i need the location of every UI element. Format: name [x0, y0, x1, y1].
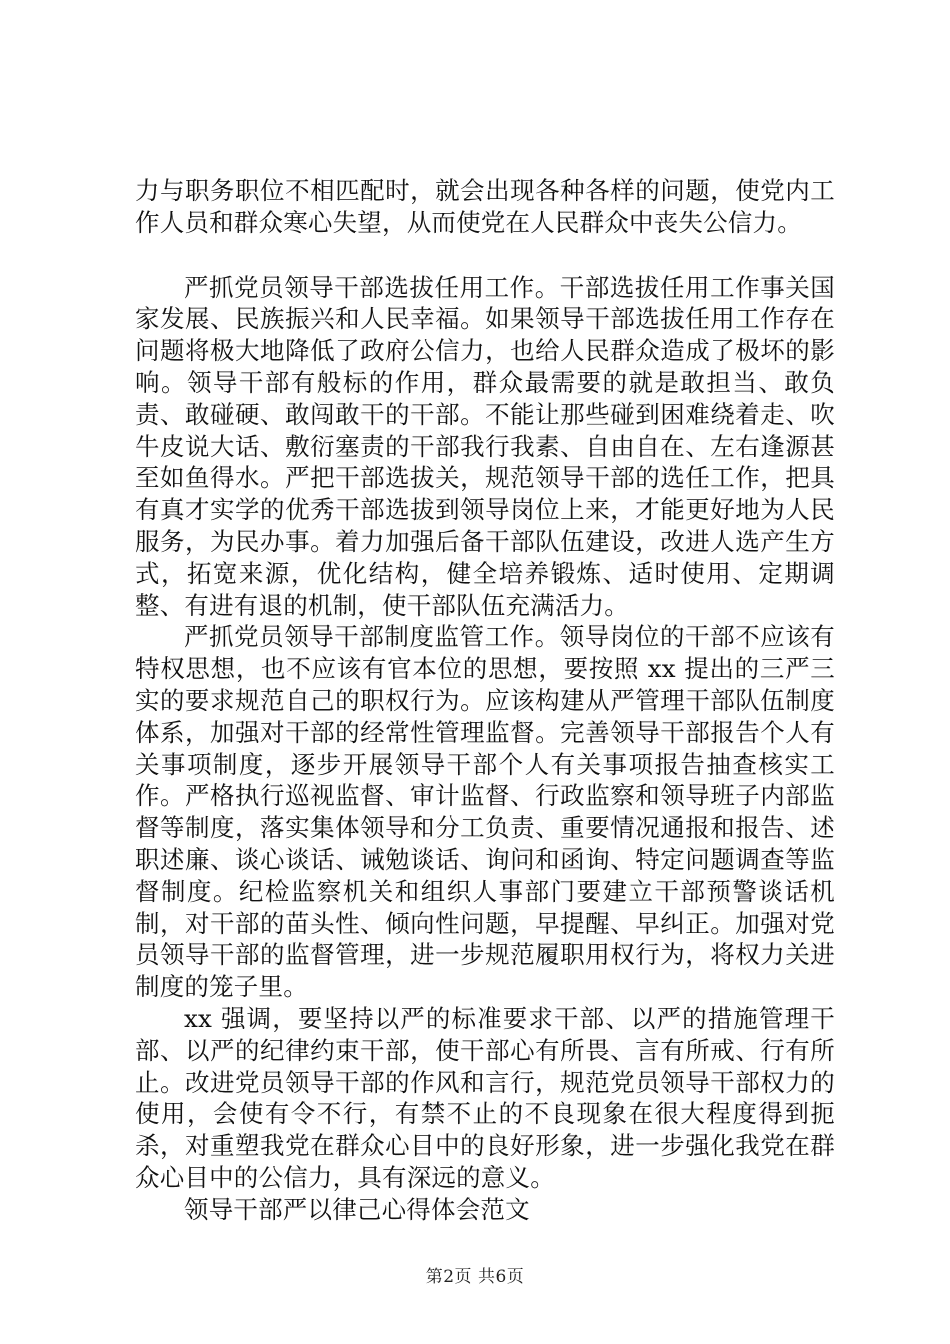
paragraph-continuation: 力与职务职位不相匹配时，就会出现各种各样的问题，使党内工作人员和群众寒心失望，从而使党在人民群众中丧失公信力。 — [135, 176, 835, 237]
page-number-footer: 第2页 共6页 — [425, 1267, 525, 1287]
paragraph-strict-standards: xx 强调，要坚持以严的标准要求干部、以严的措施管理干部、以严的纪律约束干部，使干部心有所畏、言有所戒、行有所止。改进党员领导干部的作风和言行，规范党员领导干部权力的使用，会使有令不行，有禁不止的不良现象在很大程度得到扼杀，对重塑我党在群众心目中的良好形象，进一步强化我党在群众心目中的公信力，具有深远的意义。 — [135, 1003, 835, 1192]
paragraph-system-supervision: 严抓党员领导干部制度监管工作。领导岗位的干部不应该有特权思想，也不应该有官本位的思想，要按照 xx 提出的三严三实的要求规范自己的职权行为。应该构建从严管理干部队伍制度体系，加强对干部的经常性管理监督。完善领导干部报告个人有关事项制度，逐步开展领导干部个人有关事项报告抽查核实工作。严格执行巡视监督、审计监督、行政监察和领导班子内部监督等制度，落实集体领导和分工负责、重要情况通报和报告、述职述廉、谈心谈话、诫勉谈话、询问和函询、特定问题调查等监督制度。纪检监察机关和组织人事部门要建立干部预警谈话机制，对干部的苗头性、倾向性问题，早提醒、早纠正。加强对党员领导干部的监督管理，进一步规范履职用权行为，将权力关进制度的笼子里。 — [135, 622, 835, 1002]
paragraph-cadre-selection: 严抓党员领导干部选拔任用工作。干部选拔任用工作事关国家发展、民族振兴和人民幸福。如果领导干部选拔任用工作存在问题将极大地降低了政府公信力，也给人民群众造成了极坏的影响。领导干部有般标的作用，群众最需要的就是敢担当、敢负责、敢碰硬、敢闯敢干的干部。不能让那些碰到困难绕着走、吹牛皮说大话、敷衍塞责的干部我行我素、自由自在、左右逢源甚至如鱼得水。严把干部选拔关，规范领导干部的选任工作，把具有真才实学的优秀干部选拔到领导岗位上来，才能更好地为人民服务，为民办事。着力加强后备干部队伍建设，改进人选产生方式，拓宽来源，优化结构，健全培养锻炼、适时使用、定期调整、有进有退的机制，使干部队伍充满活力。 — [135, 272, 835, 620]
paragraph-title-next-article: 领导干部严以律己心得体会范文 — [184, 1194, 530, 1224]
document-body — [135, 175, 835, 1226]
